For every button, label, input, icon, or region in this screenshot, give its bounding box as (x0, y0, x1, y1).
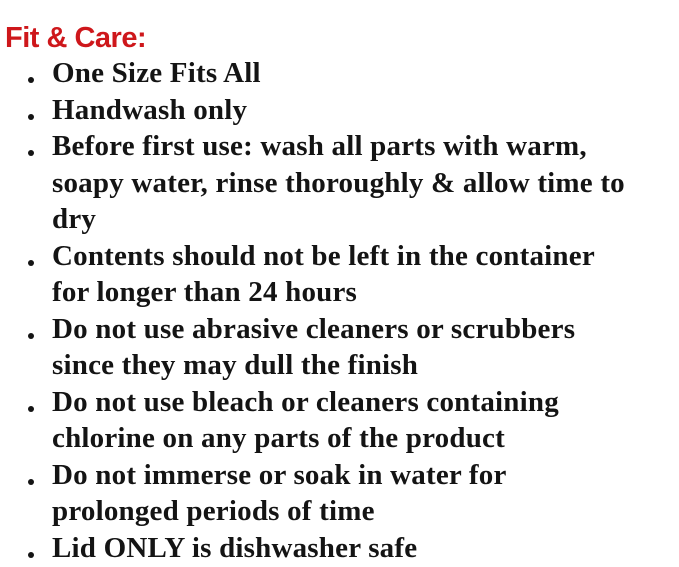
list-item-text: Do not use abrasive cleaners or scrubbers since they may dull the finish (52, 312, 576, 381)
bullet-dot (28, 552, 34, 558)
bullet-dot (28, 479, 34, 485)
list-item-text: Before first use: wash all parts with warm, soapy water, rinse thoroughly & allow time to dry (52, 130, 625, 235)
bullet-dot (28, 77, 34, 83)
list-item-text: Contents should not be left in the container for longer than 24 hours (52, 239, 595, 308)
page-title: Fit & Care: (5, 22, 147, 55)
list-item (0, 238, 679, 311)
list-item-text: Do not immerse or soak in water for prolonged periods of time (52, 458, 507, 527)
list-item (0, 457, 679, 530)
bullet-dot (28, 406, 34, 412)
list-item-text: Do not use bleach or cleaners containing chlorine on any parts of the product (52, 385, 559, 454)
bullet-dot (28, 260, 34, 266)
list-item (0, 384, 679, 457)
care-list (0, 55, 679, 566)
list-item-text: Handwash only (52, 93, 248, 126)
bullet-dot (28, 333, 34, 339)
bullet-dot (28, 114, 34, 120)
list-item-text: One Size Fits All (52, 57, 261, 89)
bullet-dot (28, 150, 34, 156)
list-item (0, 128, 679, 238)
list-item (0, 530, 679, 567)
list-item (0, 92, 679, 129)
list-item (0, 311, 679, 384)
list-item (0, 55, 679, 92)
list-item-text: Lid ONLY is dishwasher safe (52, 531, 418, 564)
